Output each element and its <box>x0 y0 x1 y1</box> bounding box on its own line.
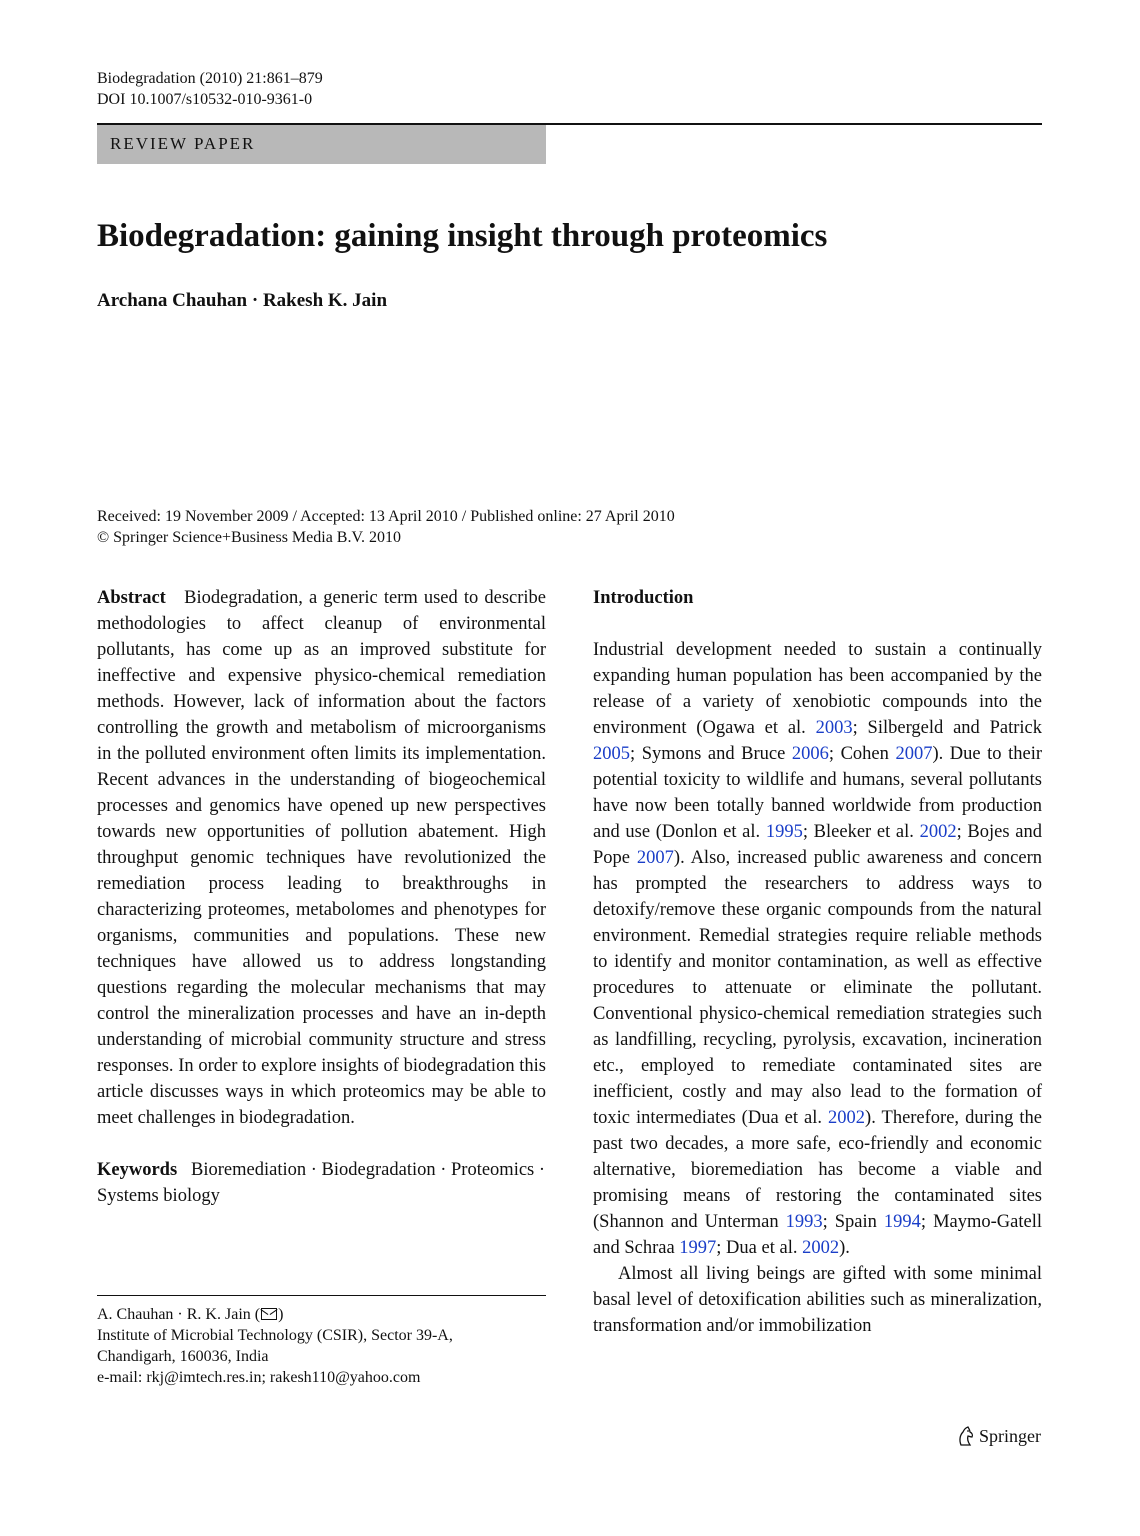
paragraph-text: ; Bleeker et al. <box>802 822 920 842</box>
citation-link[interactable]: 2002 <box>828 1108 866 1128</box>
citation-link[interactable]: 1994 <box>883 1212 921 1232</box>
paragraph-text: ; Dua et al. <box>716 1238 803 1258</box>
left-column <box>97 585 546 1209</box>
springer-logo <box>955 1424 1041 1448</box>
affiliation-authors-line: A. Chauhan · R. K. Jain ( ) <box>97 1306 284 1323</box>
history-dates: Received: 19 November 2009 / Accepted: 13 April 2010 / Published online: 27 April 2010 <box>97 508 675 525</box>
copyright: © Springer Science+Business Media B.V. 2010 <box>97 529 401 546</box>
citation-link[interactable]: 2006 <box>791 744 829 764</box>
citation-link[interactable]: 2005 <box>593 744 630 764</box>
citation-link[interactable]: 2007 <box>636 848 674 868</box>
abstract <box>97 585 546 1131</box>
paragraph-text: Industrial development needed to sustain a continually expanding human population has been accompanied by the release of a variety of xenobiotic compounds into the environment (Ogawa et al. <box>593 640 1042 738</box>
paragraph-text: ). <box>839 1238 850 1258</box>
keywords-label: Keywords <box>97 1160 178 1180</box>
affiliation-city: Chandigarh, 160036, India <box>97 1348 269 1365</box>
introduction-paragraph-1 <box>593 637 1042 1261</box>
keywords-text: Bioremediation · Biodegradation · Proteomics · Systems biology <box>97 1160 546 1206</box>
publication-dates <box>97 506 675 548</box>
envelope-icon <box>261 1308 277 1320</box>
paragraph-text: ; Symons and Bruce <box>630 744 792 764</box>
paragraph-text: ). Also, increased public awareness and concern has prompted the researchers to address ways to detoxify/remove these organic compounds from the natural environment. Remedial strategies require reliable methods to identify and monitor contamination, as well as effective procedures to attenuate or eliminate the pollutant. Conventional physico-chemical remediation strategies such as landfilling, recycling, pyrolysis, excavation, incineration etc., employed to remediate contaminated sites are inefficient, costly and may also lead to the formation of toxic intermediates (Dua et al. <box>593 848 1042 1128</box>
citation-link[interactable]: 2002 <box>802 1238 840 1258</box>
citation-link[interactable]: 1997 <box>679 1238 717 1258</box>
paragraph-text: ). Due to their potential toxicity to wildlife and humans, several pollutants have now been totally banned worldwide from production and use (Donlon et al. <box>593 744 1042 842</box>
abstract-label: Abstract <box>97 588 166 608</box>
paper-title: Biodegradation: gaining insight through proteomics <box>97 218 828 254</box>
paragraph-text: ; Silbergeld and Patrick <box>852 718 1042 738</box>
footnote-rule <box>97 1295 546 1296</box>
paragraph-text: ). Therefore, during the past two decades, a more safe, eco-friendly and economic alternative, bioremediation has become a viable and promising means of restoring the contaminated sites (Shannon and Unterman <box>593 1108 1042 1232</box>
paragraph-text: ; Cohen <box>828 744 896 764</box>
keywords <box>97 1157 546 1209</box>
abstract-text: Biodegradation, a generic term used to describe methodologies to affect cleanup of environmental pollutants, has come up as an improved substitute for ineffective and expensive physico-chemical remediation methods. However, lack of information about the factors controlling the growth and metabolism of microorganisms in the polluted environment often limits its implementation. Recent advances in the understanding of biogeochemical processes and genomics have opened up new perspectives towards new opportunities of pollution abatement. High throughput genomic techniques have revolutionized the remediation process leading to breakthroughs in characterizing proteomes, metabolomes and phenotypes for organisms, communities and populations. These new techniques have allowed us to address longstanding questions regarding the molecular mechanisms that may control the mineralization processes and have an in-depth understanding of microbial community structure and stress responses. In order to explore insights of biodegradation this article discusses ways in which proteomics may be able to meet challenges in biodegradation. <box>97 588 546 1128</box>
springer-name: Springer <box>979 1426 1041 1446</box>
springer-horse-icon <box>955 1425 975 1447</box>
paragraph-text: ; Spain <box>822 1212 884 1232</box>
introduction-paragraph-2: Almost all living beings are gifted with some minimal basal level of detoxification abilities such as mineralization, transformation and/or immobilization <box>593 1264 1042 1336</box>
citation-link[interactable]: 1995 <box>765 822 803 842</box>
paragraph-text: ; Bojes and Pope <box>593 822 1042 868</box>
citation-link[interactable]: 2007 <box>895 744 933 764</box>
right-column <box>593 585 1042 1339</box>
journal-info <box>97 68 323 110</box>
author-list: Archana Chauhan · Rakesh K. Jain <box>97 290 388 311</box>
article-type-band: REVIEW PAPER <box>97 125 546 164</box>
citation-link[interactable]: 2002 <box>919 822 957 842</box>
paragraph-text: ; Maymo-Gatell and Schraa <box>593 1212 1042 1258</box>
introduction-heading: Introduction <box>593 588 694 608</box>
affiliation-email[interactable]: e-mail: rkj@imtech.res.in; rakesh110@yahoo.com <box>97 1369 421 1386</box>
affiliation-authors: A. Chauhan · R. K. Jain <box>97 1306 251 1323</box>
citation-link[interactable]: 1993 <box>785 1212 823 1232</box>
journal-citation: Biodegradation (2010) 21:861–879 <box>97 70 323 87</box>
affiliation-footnote <box>97 1304 546 1388</box>
doi: DOI 10.1007/s10532-010-9361-0 <box>97 91 313 108</box>
affiliation-institute: Institute of Microbial Technology (CSIR), Sector 39-A, <box>97 1327 453 1344</box>
citation-link[interactable]: 2003 <box>815 718 853 738</box>
